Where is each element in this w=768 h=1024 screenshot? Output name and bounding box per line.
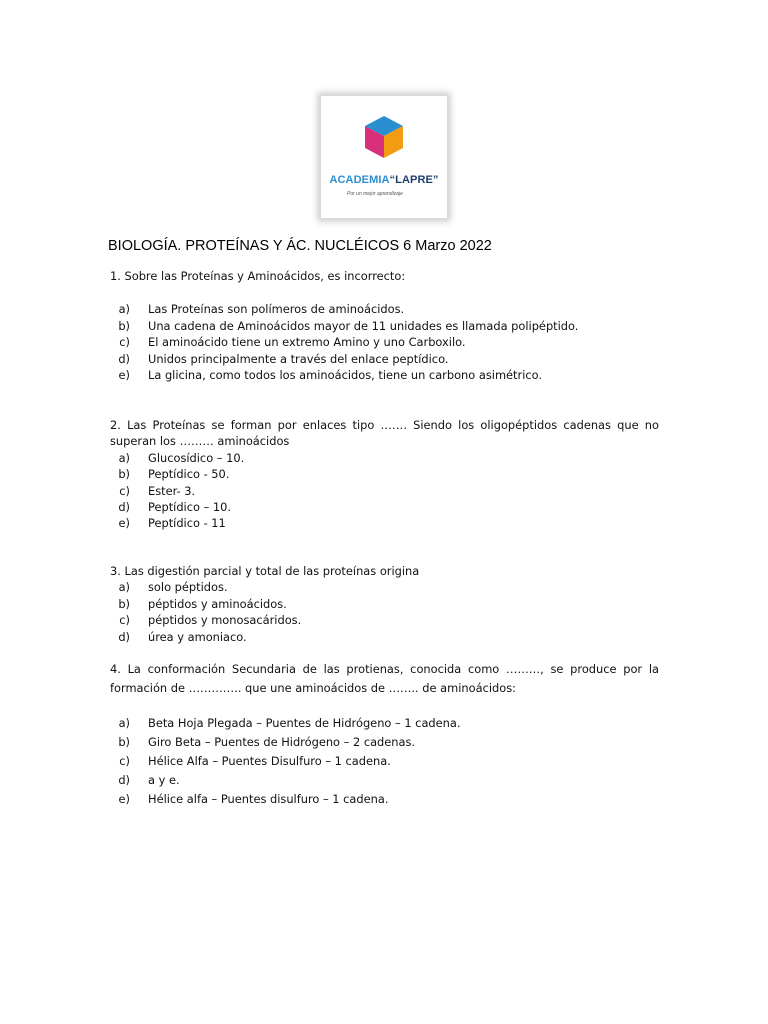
option bbox=[110, 629, 659, 645]
option-letter: d) bbox=[118, 629, 130, 644]
option-text: Peptídico – 10. bbox=[148, 500, 232, 515]
option-text: péptidos y aminoácidos. bbox=[148, 596, 287, 611]
option-letter: a) bbox=[118, 580, 130, 595]
brand-tagline: Por un mejor aprendizaje bbox=[347, 191, 403, 197]
option bbox=[110, 367, 659, 383]
option bbox=[110, 334, 659, 350]
option-text: Una cadena de Aminoácidos mayor de 11 unidades es llamada polipéptido. bbox=[148, 318, 579, 333]
option-letter: b) bbox=[118, 318, 130, 333]
option-letter: c) bbox=[119, 754, 130, 768]
option-letter: c) bbox=[119, 613, 130, 628]
option bbox=[110, 771, 659, 790]
question-2 bbox=[110, 417, 659, 532]
option-letter: a) bbox=[118, 450, 130, 465]
option-letter: a) bbox=[118, 716, 130, 730]
option-letter: b) bbox=[118, 467, 130, 482]
question-text: 3. Las digestión parcial y total de las proteínas origina bbox=[110, 564, 420, 578]
brand-part2: “LAPRE” bbox=[389, 174, 439, 186]
brand-name bbox=[321, 174, 447, 186]
question-text: 1. Sobre las Proteínas y Aminoácidos, es incorrecto: bbox=[110, 269, 406, 283]
option bbox=[110, 450, 659, 466]
option-text: úrea y amoniaco. bbox=[148, 629, 247, 644]
option bbox=[110, 515, 659, 531]
option-letter: d) bbox=[118, 773, 130, 787]
option-letter: d) bbox=[118, 351, 130, 366]
option-text: La glicina, como todos los aminoácidos, tiene un carbono asimétrico. bbox=[148, 368, 543, 383]
option-text: Glucosídico – 10. bbox=[148, 450, 245, 465]
option bbox=[110, 301, 659, 317]
option-letter: e) bbox=[118, 368, 130, 383]
brand-part1: ACADEMIA bbox=[329, 174, 390, 186]
cube-icon bbox=[361, 114, 407, 160]
option bbox=[110, 612, 659, 628]
option-text: Giro Beta – Puentes de Hidrógeno – 2 cadenas. bbox=[148, 735, 416, 749]
option-letter: d) bbox=[118, 500, 130, 515]
option-text: péptidos y monosacáridos. bbox=[148, 613, 302, 628]
question-text: 2. Las Proteínas se forman por enlaces tipo ……. Siendo los oligopéptidos cadenas que no superan los ……… aminoácidos bbox=[110, 418, 659, 449]
option bbox=[110, 714, 659, 733]
option bbox=[110, 733, 659, 752]
option-letter: b) bbox=[118, 735, 130, 749]
option bbox=[110, 318, 659, 334]
option-text: Beta Hoja Plegada – Puentes de Hidrógeno – 1 cadena. bbox=[148, 716, 461, 730]
option-text: solo péptidos. bbox=[148, 580, 228, 595]
option-text: Hélice Alfa – Puentes Disulfuro – 1 cadena. bbox=[148, 754, 391, 768]
option bbox=[110, 499, 659, 515]
option bbox=[110, 579, 659, 595]
question-3 bbox=[110, 563, 659, 645]
option bbox=[110, 483, 659, 499]
question-text: 4. La conformación Secundaria de las protienas, conocida como ………, se produce por la formación de ………….. que une aminoácidos de …….. de aminoácidos: bbox=[110, 662, 659, 695]
option-letter: e) bbox=[118, 516, 130, 531]
option bbox=[110, 752, 659, 771]
option-text: El aminoácido tiene un extremo Amino y uno Carboxilo. bbox=[148, 335, 466, 350]
option-text: Peptídico - 50. bbox=[148, 467, 230, 482]
question-1 bbox=[110, 268, 659, 383]
document-title: BIOLOGÍA. PROTEÍNAS Y ÁC. NUCLÉICOS 6 Marzo 2022 bbox=[108, 238, 492, 254]
option-text: Ester- 3. bbox=[148, 483, 196, 498]
option bbox=[110, 596, 659, 612]
option bbox=[110, 790, 659, 809]
academy-logo bbox=[321, 96, 447, 218]
option-text: Unidos principalmente a través del enlace peptídico. bbox=[148, 351, 449, 366]
option-letter: c) bbox=[119, 483, 130, 498]
option-letter: a) bbox=[118, 302, 130, 317]
option-text: Las Proteínas son polímeros de aminoácidos. bbox=[148, 302, 405, 317]
option bbox=[110, 466, 659, 482]
option-text: a y e. bbox=[148, 773, 180, 787]
option bbox=[110, 351, 659, 367]
option-letter: c) bbox=[119, 335, 130, 350]
option-text: Peptídico - 11 bbox=[148, 516, 226, 531]
option-letter: e) bbox=[118, 792, 130, 806]
option-text: Hélice alfa – Puentes disulfuro – 1 cadena. bbox=[148, 792, 389, 806]
question-4 bbox=[110, 660, 659, 809]
option-letter: b) bbox=[118, 596, 130, 611]
